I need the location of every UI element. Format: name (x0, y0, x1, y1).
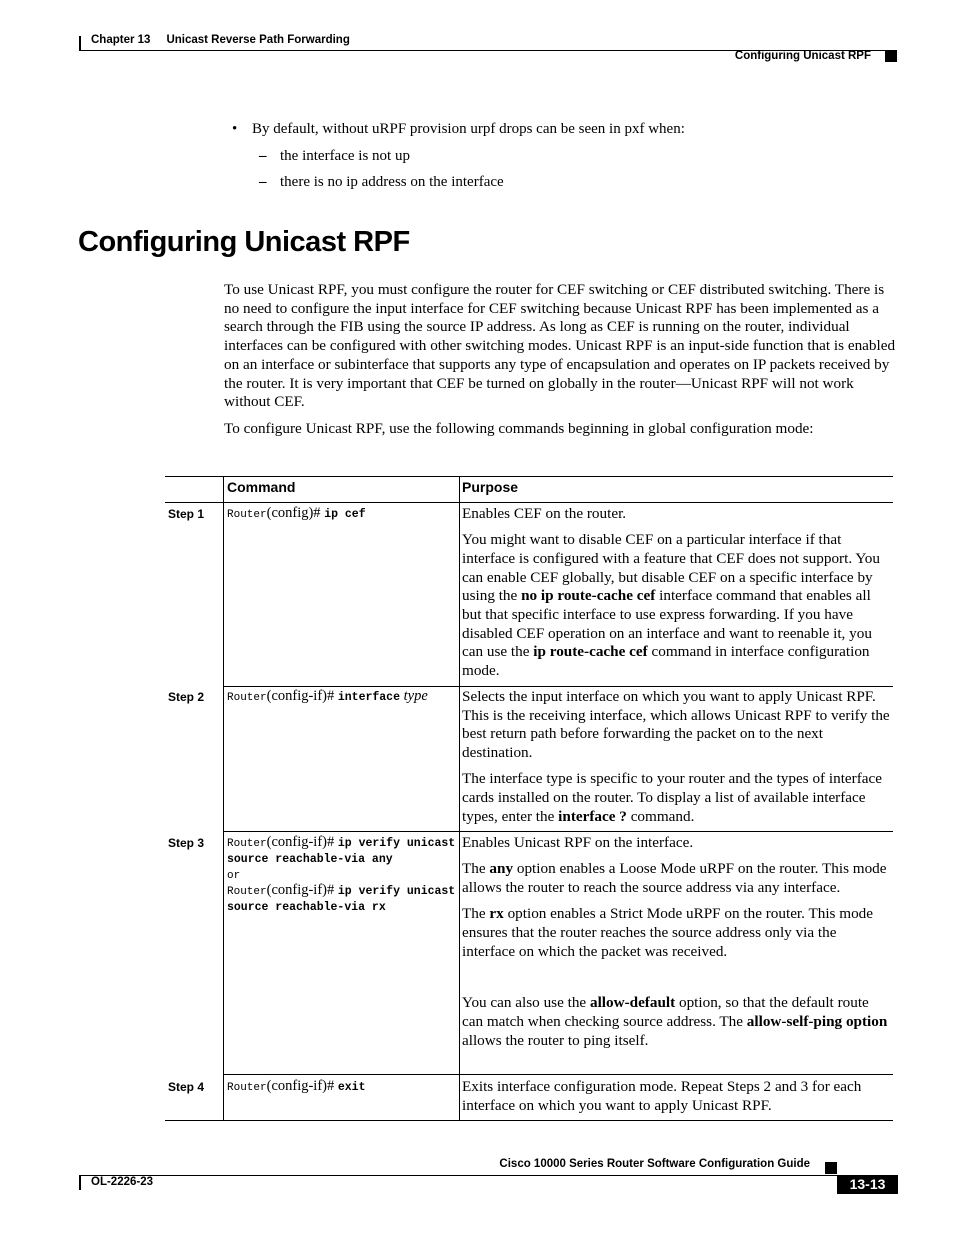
header-left-tick (79, 36, 81, 51)
step-label: Step 1 (168, 507, 205, 521)
bold-keyword: no ip route-cache cef (521, 587, 656, 605)
command-text-alt: ip verify unicast source reachable-via rx (227, 885, 456, 914)
prompt-prefix: Router (227, 1082, 267, 1094)
bullet-text: By default, without uRPF provision urpf drops can be seen in pxf when: (252, 121, 685, 137)
chapter-label: Chapter 13 (91, 34, 151, 46)
dash-icon: – (259, 174, 267, 190)
step-label: Step 3 (168, 836, 205, 850)
column-header-command: Command (227, 479, 296, 495)
command-text: ip verify unicast source reachable-via any (227, 837, 456, 866)
bold-keyword: any (489, 860, 514, 878)
row-rule (223, 831, 893, 832)
command-text: ip cef (324, 508, 366, 521)
command-text: interface (337, 691, 400, 704)
column-header-purpose: Purpose (462, 479, 519, 495)
purpose-cell (462, 834, 890, 1058)
purpose-paragraph: Exits interface configuration mode. Repeat Steps 2 and 3 for each interface on which you want to apply Unicast RPF. (462, 1078, 862, 1114)
sub-bullet-text: there is no ip address on the interface (280, 174, 504, 190)
bold-keyword: ip route-cache cef (533, 643, 648, 661)
row-rule (223, 686, 893, 687)
purpose-paragraph: Enables Unicast RPF on the interface. (462, 834, 694, 851)
running-header-section: Configuring Unicast RPF (734, 50, 871, 62)
intro-paragraph: To use Unicast RPF, you must configure the router for CEF switching or CEF distributed switching. There is no need to configure the input interface for CEF switching because Unicast RPF has been implemented as a search through the FIB using the source IP address. As long as CEF is running on the router, individual interfaces can be configured with other switching modes. Unicast RPF is an input-side function that is enabled on an interface or subinterface that supports any type of encapsulation and operates on IP packets received by the router. It is very important that CEF be turned on globally in the router—Unicast RPF will not work without CEF. (224, 281, 896, 411)
prompt-mode: (config-if)# (266, 834, 335, 850)
prompt-mode: (config-if)# (266, 882, 335, 898)
bullet-icon: • (232, 121, 238, 137)
intro-lead-in: To configure Unicast RPF, use the following commands beginning in global configuration mode: (224, 420, 814, 437)
purpose-cell (462, 505, 890, 688)
chapter-title: Unicast Reverse Path Forwarding (166, 34, 350, 46)
dash-icon: – (259, 148, 267, 164)
command-text: exit (337, 1081, 366, 1094)
command-cell (227, 505, 457, 521)
purpose-paragraph: Enables CEF on the router. (462, 505, 627, 522)
table-bottom-rule (165, 1120, 893, 1121)
prompt-prefix: Router (227, 886, 267, 898)
running-header-chapter (91, 34, 350, 46)
step-label: Step 2 (168, 690, 205, 704)
prompt-prefix: Router (227, 692, 267, 704)
prompt-mode: (config)# (266, 505, 321, 521)
purpose-paragraph: The interface type is specific to your router and the types of interface cards installed on the router. To display a list of available interface types, enter the interface ? command. (462, 770, 883, 825)
footer-marker-block (825, 1162, 837, 1174)
purpose-paragraph: Selects the input interface on which you want to apply Unicast RPF. This is the receiving interface, which allows Unicast RPF to verify the best return path before forwarding the packet on to the next destination. (462, 688, 890, 762)
table-column-divider (459, 476, 460, 1120)
footer-guide-title: Cisco 10000 Series Router Software Configuration Guide (499, 1158, 810, 1170)
footer-left-tick (79, 1175, 81, 1190)
or-separator: or (227, 870, 241, 882)
purpose-cell (462, 1078, 890, 1123)
header-marker-block (885, 50, 897, 62)
prompt-mode: (config-if)# (266, 1078, 335, 1094)
table-top-rule (165, 476, 893, 477)
command-cell (227, 1078, 457, 1094)
purpose-paragraph: You can also use the allow-default option, so that the default route can match when checking source address. The allow-self-ping option allows the router to ping itself. (462, 994, 888, 1049)
step-label: Step 4 (168, 1080, 205, 1094)
sub-bullet-text: the interface is not up (280, 148, 410, 164)
purpose-cell (462, 688, 890, 834)
command-argument: type (403, 688, 428, 704)
bold-keyword: rx (489, 905, 504, 923)
purpose-paragraph: The rx option enables a Strict Mode uRPF on the router. This mode ensures that the router reaches the source address only via the interface on which the packet was received. (462, 905, 874, 960)
bold-keyword: interface ? (558, 807, 627, 825)
prompt-prefix: Router (227, 838, 267, 850)
prompt-prefix: Router (227, 509, 267, 521)
prompt-mode: (config-if)# (266, 688, 335, 704)
section-title: Configuring Unicast RPF (78, 226, 410, 258)
row-rule (223, 1074, 893, 1075)
table-column-divider (223, 476, 224, 1120)
footer-doc-number: OL-2226-23 (91, 1176, 154, 1188)
command-cell (227, 834, 457, 914)
bold-keyword: allow-self-ping option (746, 1012, 888, 1030)
command-cell (227, 688, 457, 704)
bold-keyword: allow-default (589, 994, 676, 1012)
table-header-rule (165, 502, 893, 503)
page-number: 13-13 (837, 1175, 898, 1194)
purpose-paragraph: You might want to disable CEF on a particular interface if that interface is configured with a feature that CEF does not support. You can enable CEF globally, but disable CEF on a specific interface by using the no ip route-cache cef interface command that enables all but that specific interface to use express forwarding. If you have disabled CEF operation on an interface and want to reenable it, you can use the ip route-cache cef command in interface configuration mode. (462, 531, 880, 680)
purpose-paragraph: The any option enables a Loose Mode uRPF on the router. This mode allows the router to reach the source address via any interface. (462, 860, 887, 896)
footer-rule (79, 1175, 897, 1176)
